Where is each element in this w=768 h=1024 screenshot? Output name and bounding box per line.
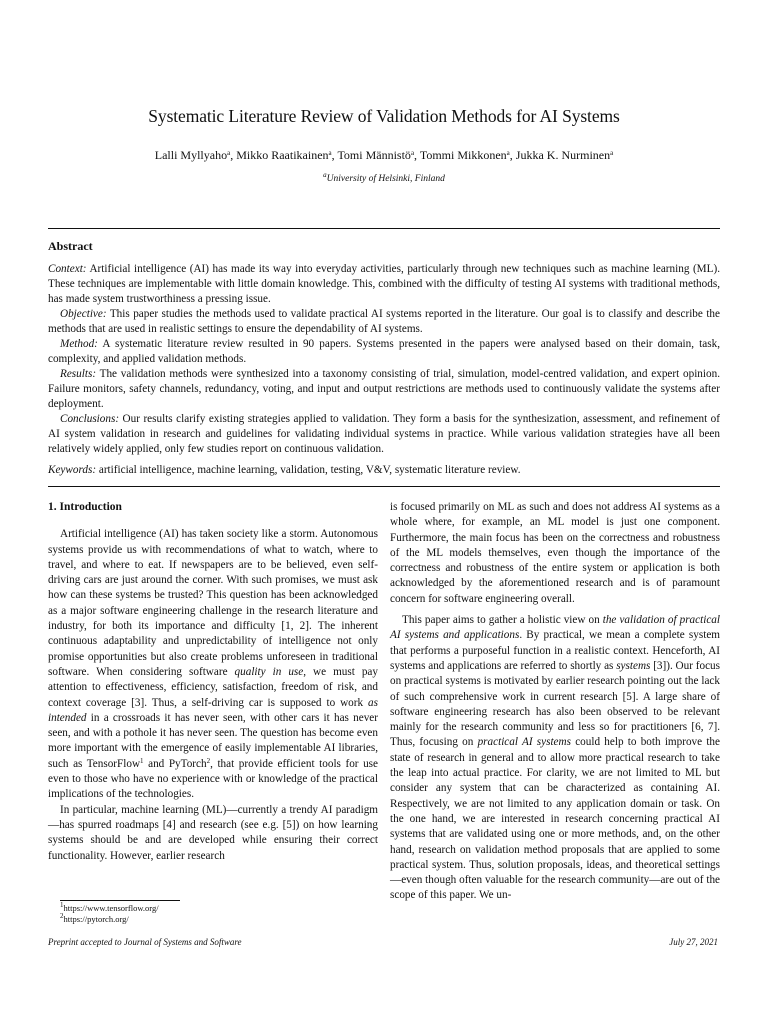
author: Tomi Männistö$^a$, bbox=[337, 148, 420, 162]
author: Lalli Myllyaho$^a$, bbox=[154, 148, 237, 162]
intro-paragraph-4: This paper aims to gather a holistic view on the validation of practical AI systems and applications. By practical, we mean a complete system that performs a purposeful function in a realistic context. Henceforth, AI systems and applications are referred to shortly as systems [3]). Our focus on practical systems is motivated by earlier research pointing out the lack of such comprehensive work in current research [5]. A large share of software engineering research has also been observed to be relevant mainly for the research community and less so for practitioners [6, 7]. Thus, focusing on practical AI systems could help to both improve the state of research in general and to allow more practical research to take the leap into actual practice. For clarity, we are not limited to ML but consider any system that can be characterized as containing AI. Respectively, we are not limited to any application domain or task. On the one hand, we are interested in research concerning practical AI systems that are validated using one or more methods, and, on the other hand, research on validation method proposals that are applied to some practical system. Thus, solution proposals, ideas, and theoretical settings—even though often valuable for the research community—are out of the scope of this paper. We un- bbox=[390, 614, 720, 902]
abstract-context: Context: Artificial intelligence (AI) has made its way into everyday activities, particularly through new techniques such as machine learning (ML). These techniques are implementable with little domain knowledge. This, combined with the difficulty of testing AI systems with traditional methods, has made system trustworthiness a pressing issue. bbox=[48, 263, 720, 305]
footnotes bbox=[60, 903, 159, 924]
footnote-divider bbox=[60, 900, 180, 901]
footnote: $^2$https://pytorch.org/ bbox=[60, 911, 129, 924]
footer-journal: Preprint accepted to Journal of Systems and Software bbox=[48, 937, 242, 947]
intro-paragraph-2: In particular, machine learning (ML)—currently a trendy AI paradigm—has spurred roadmaps [4] and research (see e.g. [5]) on how learning systems should be and are developed while ensuring their correct functionality. However, earlier research bbox=[48, 803, 378, 862]
abstract-conclusions: Conclusions: Our results clarify existing strategies applied to validation. They form a basis for the synthesization, assessment, and refinement of AI system validation in research and guidelines for validating individual systems in practice. While various validation strategies have all been relatively widely applied, only few studies report on continuous validation. bbox=[48, 413, 720, 455]
right-column bbox=[390, 500, 720, 904]
paper-title: Systematic Literature Review of Validation Methods for AI Systems bbox=[148, 106, 620, 126]
author: Tommi Mikkonen$^a$, bbox=[419, 148, 516, 162]
keywords: Keywords: artificial intelligence, machine learning, validation, testing, V&V, systematic literature review. bbox=[48, 464, 521, 476]
affiliation: $^a$University of Helsinki, Finland bbox=[323, 171, 445, 184]
abstract-objective: Objective: This paper studies the methods used to validate practical AI systems reported in the literature. Our goal is to classify and describe the methods that are used in realistic settings to ensure the dependability of AI systems. bbox=[48, 308, 720, 335]
intro-paragraph-3: is focused primarily on ML as such and does not address AI systems as a whole where, for example, an ML model is just one component. Furthermore, the main focus has been on the correctness and robustness of the ML models themselves, even though the importance of the correctness and robustness of the entire system or application is both acknowledged by the aforementioned research and is of paramount concern for software engineering overall. bbox=[390, 501, 720, 605]
footnote-marker: 2 bbox=[206, 756, 211, 765]
abstract-results: Results: The validation methods were synthesized into a taxonomy consisting of trial, simulation, model-centred validation, and expert opinion. Failure monitors, safety channels, redundancy, voting, and input and output restrictions are methods used to continuously validate the systems after deployment. bbox=[48, 368, 720, 410]
divider-bottom bbox=[48, 486, 720, 487]
abstract-body bbox=[48, 262, 720, 478]
author: Jukka K. Nurminen$^a$ bbox=[515, 148, 614, 162]
intro-paragraph-1: Artificial intelligence (AI) has taken society like a storm. Autonomous systems provide us with recommendations of what to watch, where to travel, and where to eat. If newspapers are to be believed, even self-driving cars are just around the corner. With such promises, we must ask how can these systems be trusted? This question has been acknowledged as a major software engineering challenge in the research literature and industry, for both its importance and difficulty [1, 2]. The inherent continuous adaptability and unpredictability of intelligence not only promise opportunities but also create problems unforeseen in traditional software. When considering software quality in use, we must pay attention to effectiveness, efficiency, satisfaction, freedom of risk, and context coverage [3]. Thus, a self-driving car is supposed to work as intended in a crossroads it has never seen, with other cars it has never seen, and with a pothole it has never seen. The question has become even more important with the emergence of easily implementable AI libraries, such as TensorFlow$^1$ and PyTorch$^2$, that provide efficient tools for use even to those who have no experience with or knowledge of the practical implications of the technologies. bbox=[48, 528, 378, 801]
author-list bbox=[48, 148, 720, 163]
author: Mikko Raatikainen$^a$, bbox=[236, 148, 338, 162]
footer-date: July 27, 2021 bbox=[669, 937, 718, 947]
abstract-method: Method: A systematic literature review resulted in 90 papers. Systems presented in the papers were analysed based on their domain, task, complexity, and applied validation methods. bbox=[48, 338, 720, 365]
footnote-marker: 1 bbox=[140, 756, 144, 765]
section-heading-introduction: 1. Introduction bbox=[48, 501, 122, 513]
footnote: $^1$https://www.tensorflow.org/ bbox=[60, 901, 159, 913]
abstract-heading: Abstract bbox=[48, 239, 93, 253]
left-column bbox=[48, 500, 378, 864]
divider-top bbox=[48, 228, 720, 229]
